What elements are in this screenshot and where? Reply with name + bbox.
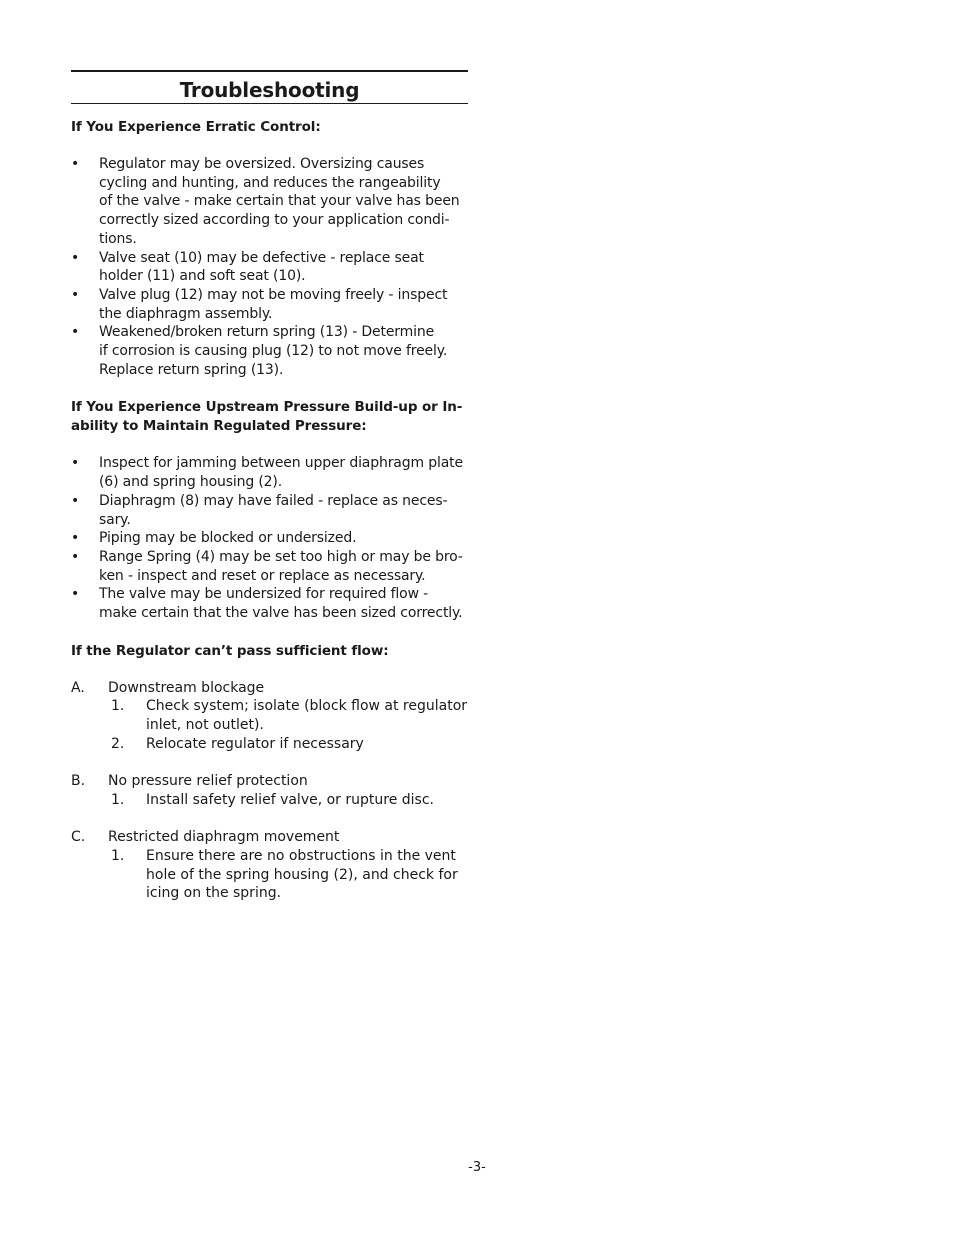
sub-item-number: 1.: [111, 791, 125, 808]
section-heading-upstream: [71, 398, 468, 436]
bullet-item: [71, 249, 468, 286]
item-label: Restricted diaphragm movement: [108, 829, 340, 846]
bullet-line: cycling and hunting, and reduces the rangeability: [99, 174, 441, 191]
bullet-line: Valve seat (10) may be defective - replace seat: [99, 249, 424, 266]
sub-item-number: 2.: [111, 735, 125, 752]
bullet-item: [71, 323, 468, 379]
bullet-line: Inspect for jamming between upper diaphragm plate: [99, 455, 463, 472]
page-title: Troubleshooting: [179, 78, 360, 102]
sub-item-number: 1.: [111, 848, 125, 865]
sub-item-line: icing on the spring.: [146, 885, 282, 902]
title-rule-block: [71, 70, 468, 104]
bullet-line: Range Spring (4) may be set too high or may be bro-: [99, 548, 463, 565]
bullet-item: [71, 548, 468, 585]
bullet-glyph: •: [71, 548, 80, 565]
flow-lettered-list: [71, 679, 468, 903]
bullet-item: [71, 492, 468, 529]
bullet-line: ken - inspect and reset or replace as necessary.: [99, 567, 426, 584]
heading-line: If You Experience Upstream Pressure Build-up or In-: [71, 399, 463, 416]
lettered-item: [71, 679, 468, 698]
item-label: Downstream blockage: [108, 679, 265, 696]
page-number: -3-: [468, 1160, 486, 1175]
sub-item: [71, 791, 468, 810]
upstream-bullet-list: [71, 454, 468, 622]
sub-item-line: Install safety relief valve, or rupture disc.: [146, 791, 434, 808]
section-erratic-control: [71, 118, 468, 379]
bullet-line: tions.: [99, 230, 137, 247]
lettered-item: [71, 772, 468, 791]
bullet-line: holder (11) and soft seat (10).: [99, 268, 306, 285]
sub-item-line: Relocate regulator if necessary: [146, 735, 364, 752]
bullet-item: [71, 454, 468, 491]
bullet-line: The valve may be undersized for required flow -: [99, 586, 429, 603]
bullet-item: [71, 155, 468, 249]
bullet-glyph: •: [71, 156, 80, 172]
bullet-line: of the valve - make certain that your valve has been: [99, 193, 460, 210]
section-upstream-pressure: [71, 398, 468, 622]
item-letter: C.: [71, 829, 86, 846]
item-letter: A.: [71, 679, 85, 696]
bullet-line: make certain that the valve has been sized correctly.: [99, 605, 463, 622]
bullet-glyph: •: [71, 249, 80, 266]
erratic-bullet-list: [71, 155, 468, 379]
lettered-item: [71, 828, 468, 847]
section-heading-erratic: If You Experience Erratic Control:: [71, 119, 321, 135]
sub-item-line: Ensure there are no obstructions in the vent: [146, 848, 456, 865]
bullet-glyph: •: [71, 286, 80, 303]
bullet-line: Diaphragm (8) may have failed - replace as neces-: [99, 492, 448, 509]
sub-item-line: hole of the spring housing (2), and check for: [146, 866, 458, 883]
bullet-glyph: •: [71, 530, 80, 547]
sub-item-number: 1.: [111, 698, 125, 715]
bullet-line: Replace return spring (13).: [99, 361, 284, 378]
bullet-line: Valve plug (12) may not be moving freely - inspect: [99, 286, 448, 303]
sub-item: [71, 697, 468, 734]
bullet-line: correctly sized according to your application condi-: [99, 212, 450, 229]
bullet-line: the diaphragm assembly.: [99, 305, 273, 322]
bullet-item: [71, 529, 468, 548]
bullet-item: [71, 585, 468, 622]
bullet-line: Piping may be blocked or undersized.: [99, 530, 357, 547]
bullet-line: sary.: [99, 511, 131, 528]
section-insufficient-flow: [71, 642, 468, 903]
sub-item: [71, 735, 468, 754]
item-label: No pressure relief protection: [108, 773, 308, 790]
troubleshooting-column: [71, 70, 468, 903]
bullet-item: [71, 286, 468, 323]
bullet-line: Regulator may be oversized. Oversizing causes: [99, 156, 425, 172]
bullet-line: Weakened/broken return spring (13) - Determine: [99, 324, 435, 341]
bullet-glyph: •: [71, 324, 80, 341]
bullet-glyph: •: [71, 492, 80, 509]
bullet-line: (6) and spring housing (2).: [99, 474, 283, 491]
bullet-glyph: •: [71, 455, 80, 472]
bullet-line: if corrosion is causing plug (12) to not move freely.: [99, 343, 448, 360]
heading-line: ability to Maintain Regulated Pressure:: [71, 418, 367, 435]
sub-item-line: inlet, not outlet).: [146, 717, 264, 734]
section-heading-flow: If the Regulator can’t pass sufficient flow:: [71, 642, 389, 659]
sub-item-line: Check system; isolate (block flow at regulator: [146, 698, 468, 715]
sub-item: [71, 847, 468, 903]
bullet-glyph: •: [71, 586, 80, 603]
item-letter: B.: [71, 773, 86, 790]
